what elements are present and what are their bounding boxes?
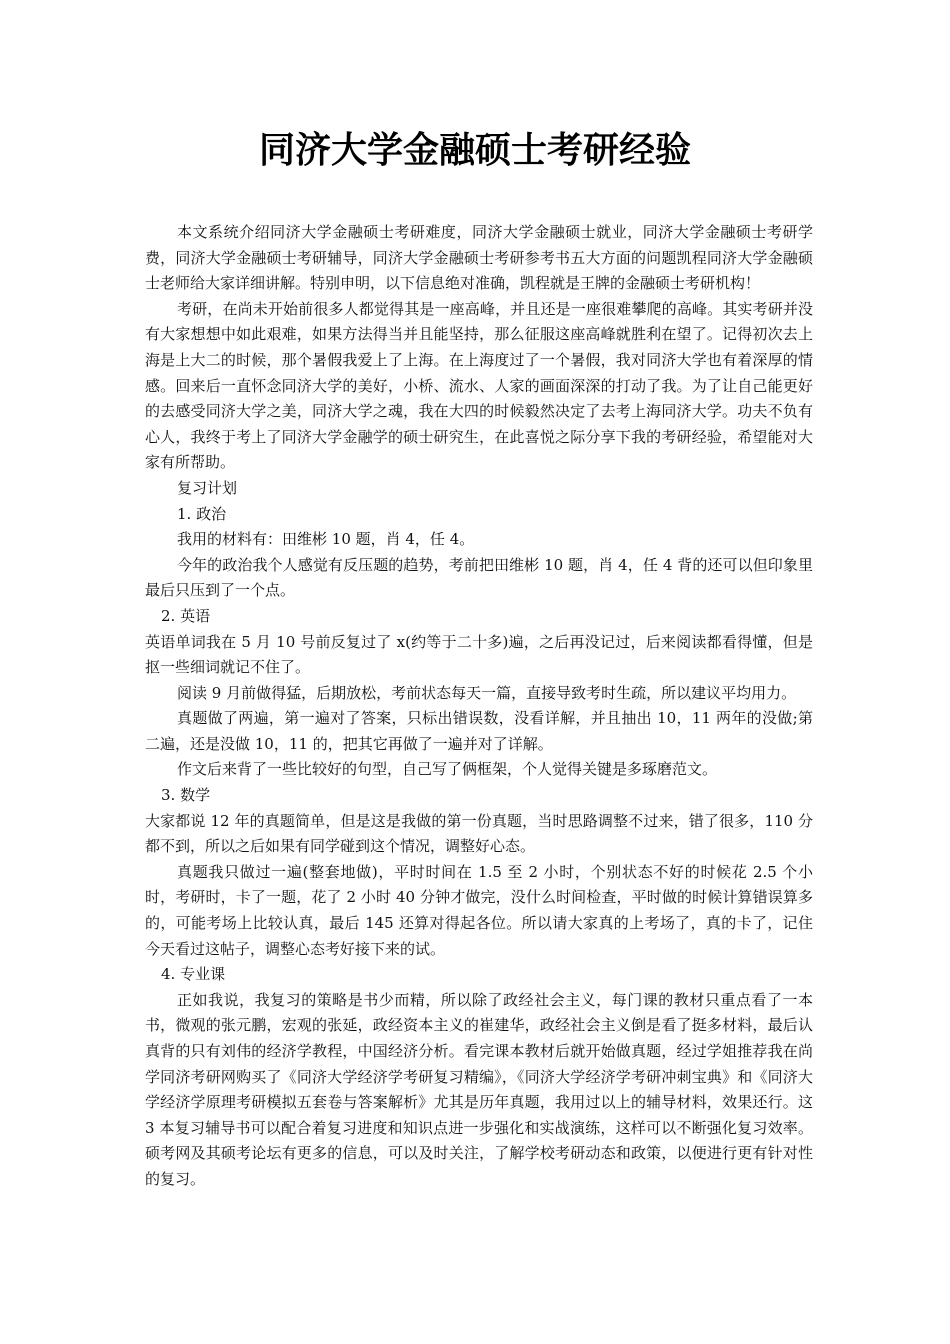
paragraph-english-vocab: 英语单词我在 5 月 10 号前反复过了 x(约等于二十多)遍，之后再没记过，后来阅读都看得懂，但是抠一些细词就记不住了。 [145,632,813,677]
subheading-politics: 1. 政治 [177,504,227,523]
document-body [145,220,813,1193]
paragraph-math-first: 大家都说 12 年的真题简单，但是这是我做的第一份真题，当时思路调整不过来，错了很多，110 分都不到，所以之后如果有同学碰到这个情况，调整好心态。 [145,811,813,856]
paragraph-english-writing: 作文后来背了一些比较好的句型，自己写了俩框架，个人觉得关键是多琢磨范文。 [177,760,718,779]
subheading-math: 3. 数学 [161,786,211,805]
paragraph-math-exams: 真题我只做过一遍(整套地做)，平时时间在 1.5 至 2 小时，个别状态不好的时候花 2.5 个小时，考研时，卡了一题，花了 2 小时 40 分钟才做完，没什么时间检查，平时做的时候计算错误算多的，可能考场上比较认真，最后 145 还算对得起各位。所以请大家真的上考场了，真的卡了，记住今天看过这帖子，调整心态考好接下来的试。 [145,862,813,958]
document-title: 同济大学金融硕士考研经验 [258,129,691,171]
subheading-english: 2. 英语 [161,606,211,625]
subheading-major: 4. 专业课 [161,965,226,984]
paragraph-politics-trend: 今年的政治我个人感觉有反压题的趋势，考前把田维彬 10 题，肖 4，任 4 背的还可以但印象里最后只压到了一个点。 [145,555,813,600]
paragraph-english-exams: 真题做了两遍，第一遍对了答案，只标出错误数，没看详解，并且抽出 10，11 两年的没做;第二遍，还是没做 10，11 的，把其它再做了一遍并对了详解。 [145,709,813,753]
paragraph-story: 考研，在尚未开始前很多人都觉得其是一座高峰，并且还是一座很难攀爬的高峰。其实考研并没有大家想想中如此艰难，如果方法得当并且能坚持，那么征服这座高峰就胜利在望了。记得初次去上海是上大二的时候，那个暑假我爱上了上海。在上海度过了一个暑假，我对同济大学也有着深厚的情感。回来后一直怀念同济大学的美好，小桥、流水、人家的画面深深的打动了我。为了让自己能更好的去感受同济大学之美，同济大学之魂，我在大四的时候毅然决定了去考上海同济大学。功夫不负有心人，我终于考上了同济大学金融学的硕士研究生，在此喜悦之际分享下我的考研经验，希望能对大家有所帮助。 [145,299,813,472]
paragraph-intro: 本文系统介绍同济大学金融硕士考研难度，同济大学金融硕士就业，同济大学金融硕士考研学费，同济大学金融硕士考研辅导，同济大学金融硕士考研参考书五大方面的问题凯程同济大学金融硕士老师给大家详细讲解。特别申明，以下信息绝对准确，凯程就是王牌的金融硕士考研机构！ [145,223,813,293]
paragraph-major-strategy: 正如我说，我复习的策略是书少而精，所以除了政经社会主义，每门课的教材只重点看了一本书，微观的张元鹏，宏观的张延，政经资本主义的崔建华，政经社会主义倒是看了挺多材料，最后认真背的只有刘伟的经济学教程，中国经济分析。看完课本教材后就开始做真题，经过学姐推荐我在尚学同济考研网购买了《同济大学经济学考研复习精编》，《同济大学经济学考研冲刺宝典》和《同济大学经济学原理考研模拟五套卷与答案解析》尤其是历年真题，我用过以上的辅导材料，效果还行。这 3 本复习辅导书可以配合着复习进度和知识点进一步强化和实战演练，这样可以不断强化复习效率。硕考网及其硕考论坛有更多的信息，可以及时关注，了解学校考研动态和政策，以便进行更有针对性的复习。 [145,990,813,1188]
paragraph-english-reading: 阅读 9 月前做得猛，后期放松，考前状态每天一篇，直接导致考时生疏，所以建议平均用力。 [177,683,797,702]
section-heading-review-plan: 复习计划 [177,478,238,497]
paragraph-politics-materials: 我用的材料有：田维彬 10 题，肖 4，任 4。 [177,530,475,549]
